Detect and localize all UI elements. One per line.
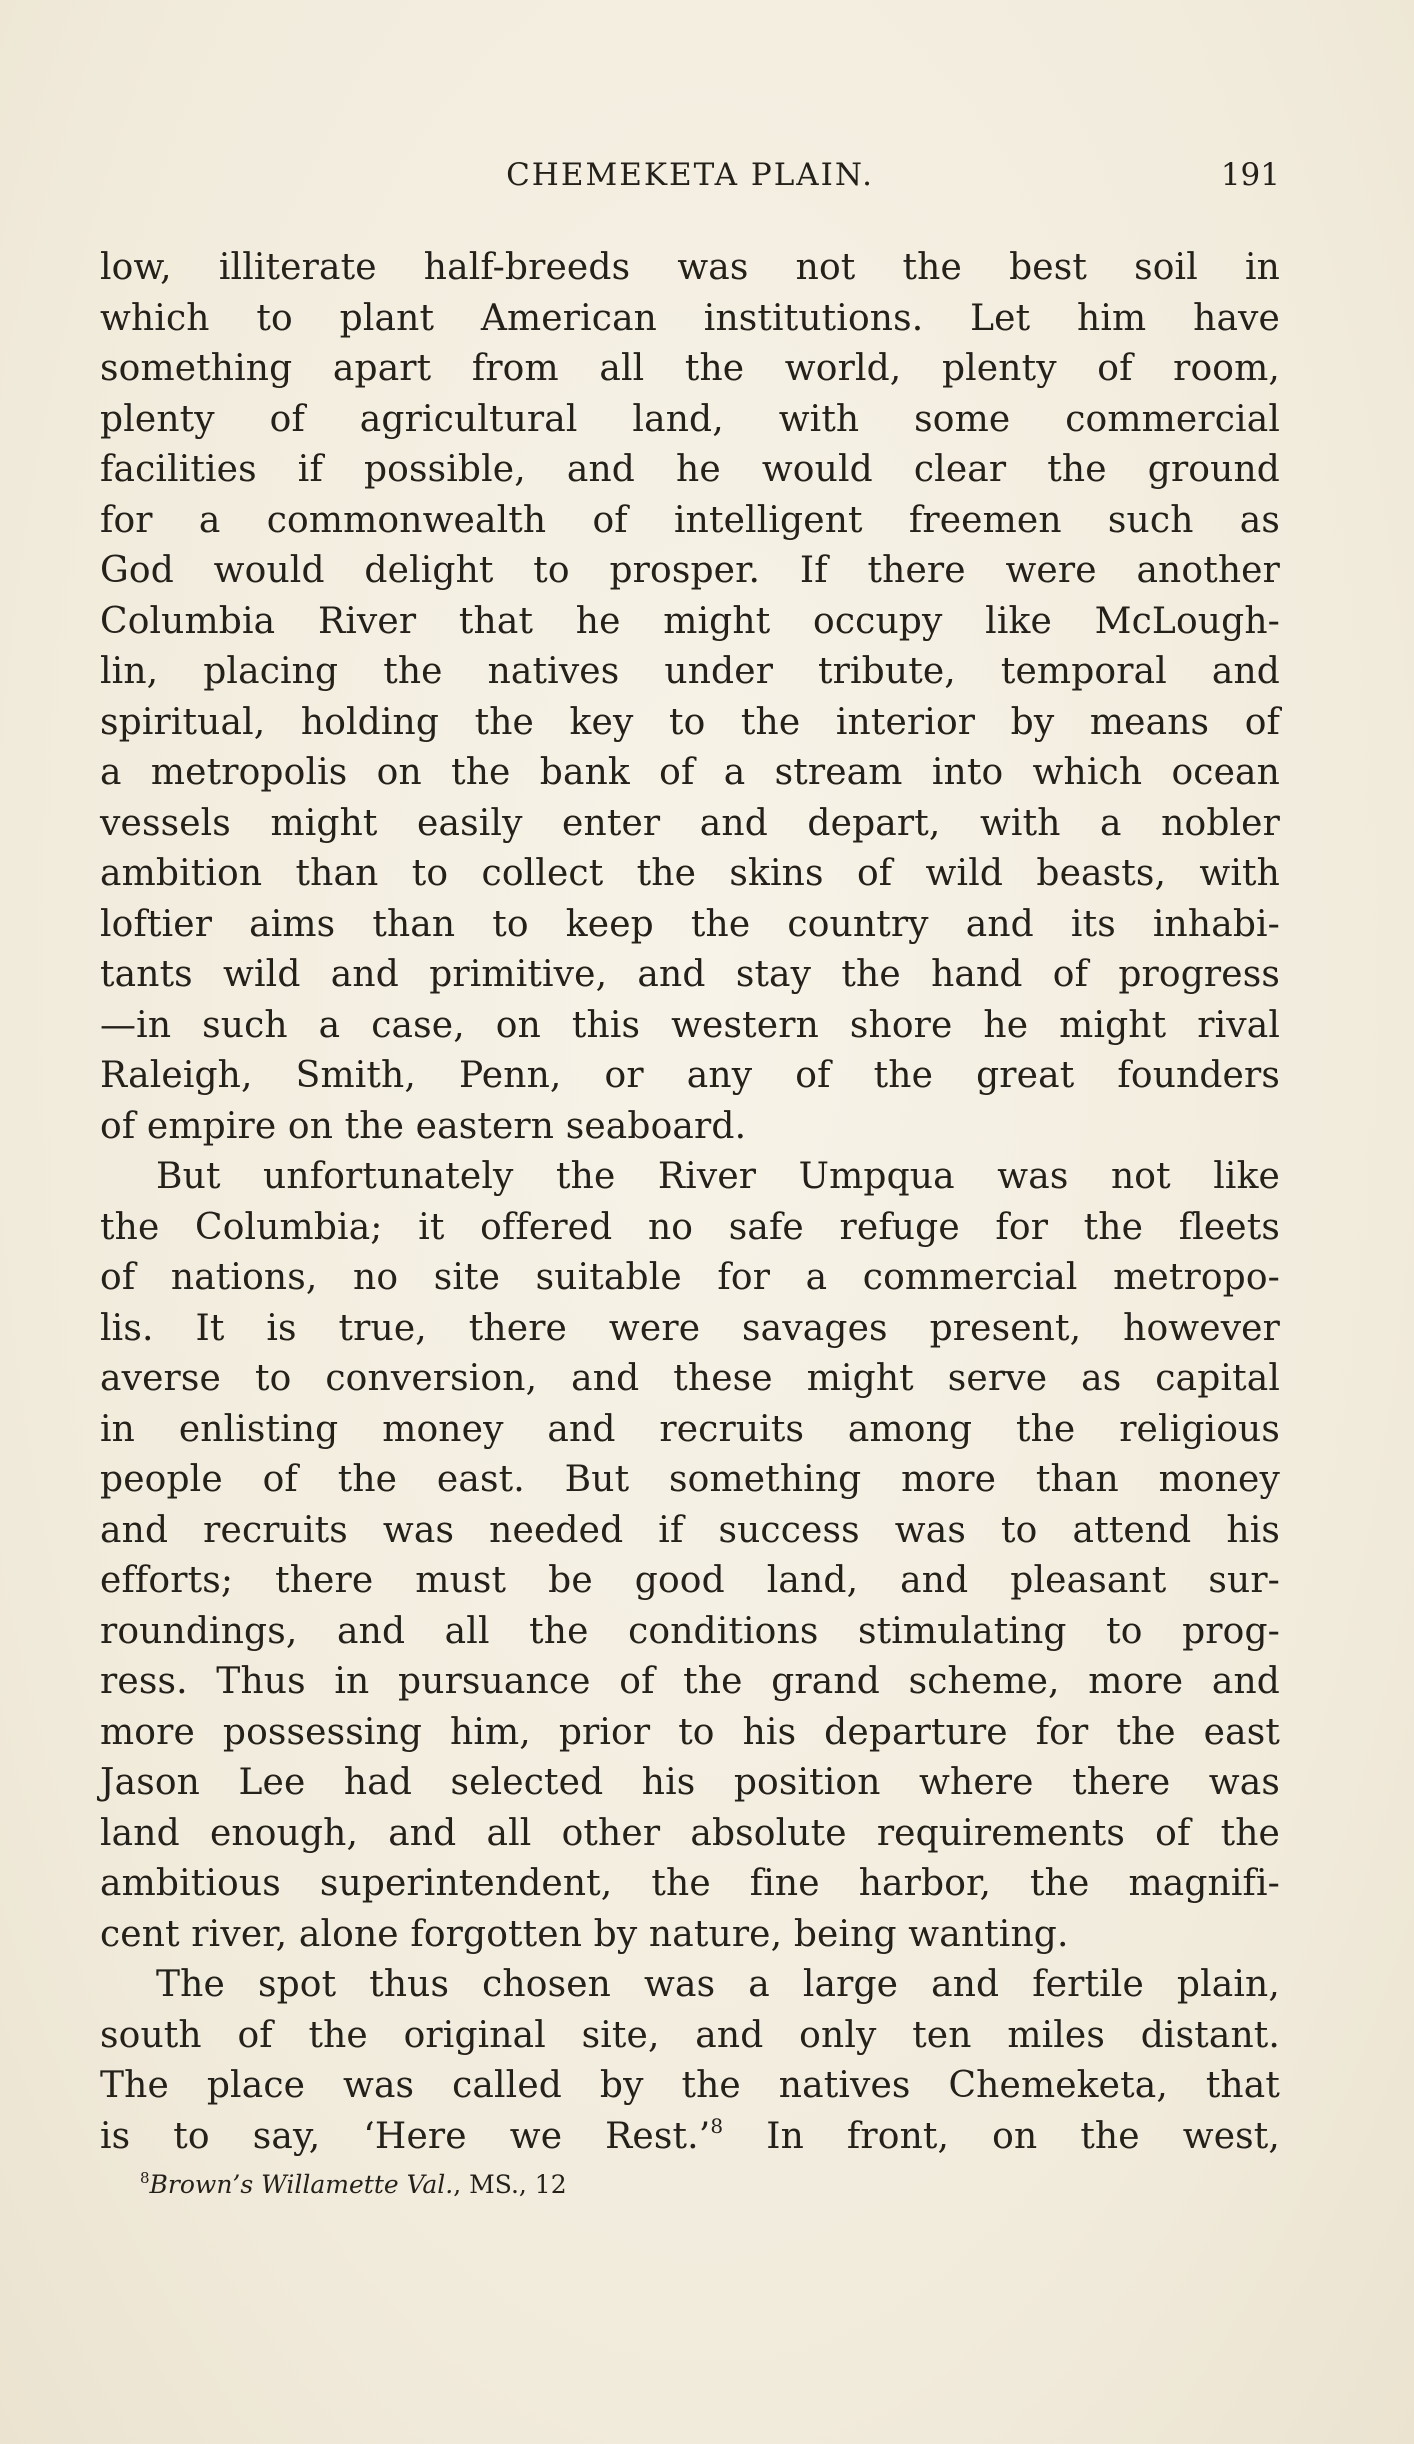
text-line: south of the original site, and only ten miles distant. [100,2014,1280,2056]
text-line: Jason Lee had selected his position where there was [100,1762,1280,1803]
text-line: facilities if possible, and he would clear the ground [100,449,1280,490]
footnote [140,2168,567,2202]
text-line: for a commonwealth of intelligent freemen such as [100,499,1280,541]
body-text [100,243,1280,2162]
text-line: roundings, and all the conditions stimulating to prog- [100,1610,1280,1652]
text-line-with-footnote-ref [100,2112,1280,2163]
footnote-mark: 8 [140,2169,150,2187]
footnote-source-title: Brown’s Willamette Val. [149,2170,454,2199]
text-line: a metropolis on the bank of a stream into which ocean [100,752,1280,793]
text-line: of nations, no site suitable for a commercial metropo- [100,1257,1280,1298]
text-line: tants wild and primitive, and stay the hand of progress [100,954,1280,995]
text-line-paragraph-start: But unfortunately the River Umpqua was not like [156,1156,1280,1197]
text-line: people of the east. But something more than money [100,1459,1280,1500]
text-line: ambitious superintendent, the fine harbor, the magnifi- [100,1863,1280,1904]
text-line-paragraph-end: of empire on the eastern seaboard. [100,1105,747,1147]
line-text-after-ref: In front, on the west, [723,2115,1280,2157]
text-line: lin, placing the natives under tribute, temporal and [100,651,1280,692]
text-line: spiritual, holding the key to the interior by means of [100,701,1280,743]
text-line: and recruits was needed if success was to attend his [100,1509,1280,1551]
text-line: The place was called by the natives Chemeketa, that [100,2065,1280,2106]
running-title: CHEMEKETA PLAIN. [506,157,874,193]
text-line-paragraph-end: cent river, alone forgotten by nature, being wanting. [100,1913,1069,1955]
text-line-paragraph-start: The spot thus chosen was a large and fertile plain, [156,1964,1280,2005]
text-line: more possessing him, prior to his departure for the east [100,1711,1280,1753]
text-line: ambition than to collect the skins of wild beasts, with [100,853,1280,894]
text-line: something apart from all the world, plenty of room, [100,348,1280,389]
running-head [100,155,1280,195]
text-line: averse to conversion, and these might serve as capital [100,1358,1280,1399]
text-line: efforts; there must be good land, and pleasant sur- [100,1560,1280,1601]
text-line: low, illiterate half-breeds was not the best soil in [100,247,1280,288]
footnote-source-detail: , MS., 12 [453,2170,567,2199]
text-line: ress. Thus in pursuance of the grand scheme, more and [100,1661,1280,1702]
text-line: plenty of agricultural land, with some commercial [100,398,1280,440]
text-line: Raleigh, Smith, Penn, or any of the great founders [100,1055,1280,1096]
page-number: 191 [1220,157,1280,193]
text-line: lis. It is true, there were savages present, however [100,1307,1280,1349]
text-line: loftier aims than to keep the country and its inhabi- [100,903,1280,945]
text-line: land enough, and all other absolute requirements of the [100,1812,1280,1854]
text-line: which to plant American institutions. Let him have [100,297,1280,339]
text-line: Columbia River that he might occupy like McLough- [100,600,1280,642]
text-line: in enlisting money and recruits among the religious [100,1408,1280,1450]
line-text-before-ref: is to say, ‘Here we Rest.’ [100,2115,711,2157]
text-line: —in such a case, on this western shore he might rival [100,1004,1280,1046]
text-line: vessels might easily enter and depart, with a nobler [100,802,1280,844]
footnote-reference: 8 [710,2113,724,2138]
text-line: God would delight to prosper. If there were another [100,550,1280,591]
text-line: the Columbia; it offered no safe refuge for the fleets [100,1206,1280,1248]
